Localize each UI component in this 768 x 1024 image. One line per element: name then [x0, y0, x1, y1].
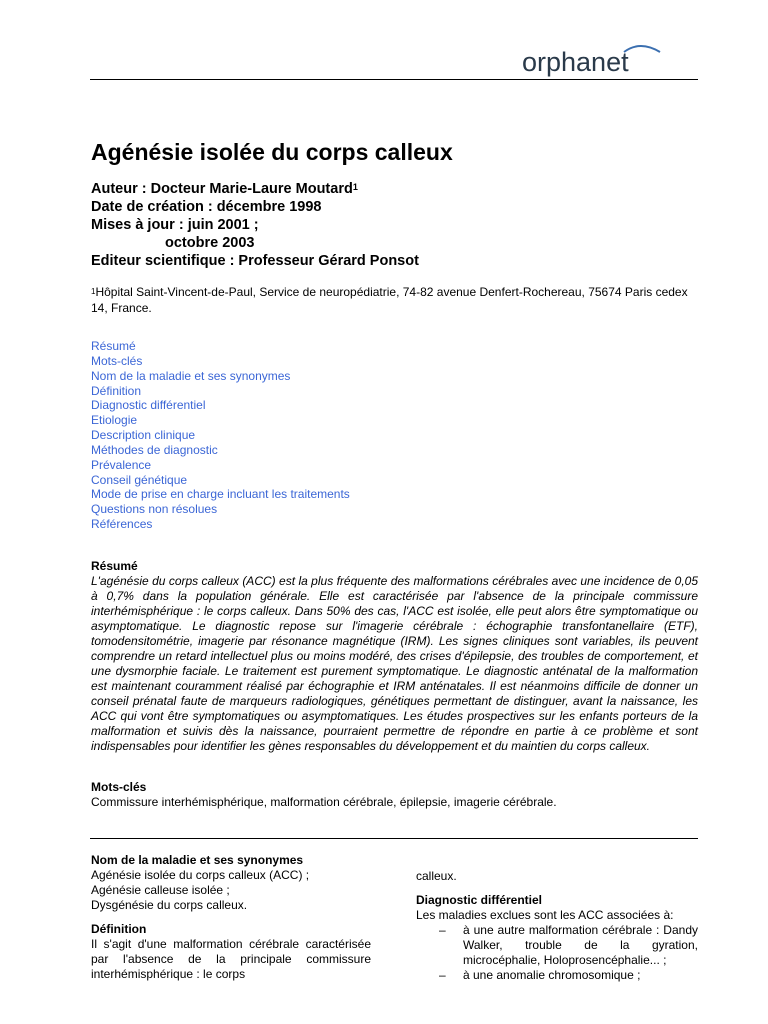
document-meta — [91, 180, 419, 270]
author: Auteur : Docteur Marie-Laure Moutard — [91, 181, 353, 197]
keywords-body: Commissure interhémisphérique, malformation cérébrale, épilepsie, imagerie cérébrale. — [91, 795, 557, 809]
document-title: Agénésie isolée du corps calleux — [91, 139, 453, 165]
creation-date: Date de création : décembre 1998 — [91, 199, 322, 215]
keywords-section — [91, 780, 698, 810]
toc-link-definition[interactable]: Définition — [91, 383, 142, 398]
toc-link-methodes-diagnostic[interactable]: Méthodes de diagnostic — [91, 442, 218, 457]
diff-intro: Les maladies exclues sont les ACC associées à: — [416, 908, 674, 922]
updates-line-1: Mises à jour : juin 2001 ; — [91, 217, 259, 233]
synonym-3: Dysgénésie du corps calleux. — [91, 898, 248, 912]
section-rule — [90, 838, 698, 839]
toc-link-conseil-genetique[interactable]: Conseil génétique — [91, 472, 188, 487]
affiliation — [91, 284, 698, 316]
editor: Editeur scientifique : Professeur Gérard Ponsot — [91, 253, 419, 269]
bullet-dash: – — [439, 968, 446, 982]
table-of-contents — [91, 339, 350, 532]
toc-link-resume[interactable]: Résumé — [91, 339, 136, 353]
orphanet-logo — [520, 42, 680, 82]
toc-link-mots-cles[interactable]: Mots-clés — [91, 353, 143, 368]
toc-link-etiologie[interactable]: Etiologie — [91, 413, 138, 428]
diff-item-2: à une anomalie chromosomique ; — [463, 968, 641, 982]
author-line — [91, 180, 419, 198]
definition-body: Il s'agit d'une malformation cérébrale caractérisée par l'absence de la principale commissure interhémisphérique : le corps — [91, 937, 371, 981]
toc-link-nom-maladie[interactable]: Nom de la maladie et ses synonymes — [91, 368, 291, 383]
list-item — [416, 923, 698, 968]
affiliation-text: Hôpital Saint-Vincent-de-Paul, Service de neuropédiatrie, 74-82 avenue Denfert-Rochereau, 75674 Paris cedex 14, France. — [91, 285, 688, 315]
resume-body: L'agénésie du corps calleux (ACC) est la plus fréquente des malformations cérébrales avec une incidence de 0,05 à 0,7% dans la population générale. Elle est caractérisée par l'absence de la principale commissure interhémisphérique : le corps calleux. Dans 50% des cas, l'ACC est isolée, elle peut alors être symptomatique ou asymptomatique. Le diagnostic repose sur l'imagerie cérébrale : échographie transfontanellaire (ETF), tomodensitométrie, imagerie par résonance magnétique (IRM). Les signes cliniques sont variables, ils peuvent comprendre un retard intellectuel plus ou moins modéré, des crises d'épilepsie, des troubles de comportement, et une dysmorphie faciale. Le traitement est purement symptomatique. Le diagnostic anténatal de la malformation est maintenant couramment réalisé par échographie et IRM anténatales. Il est néanmoins difficile de donner un conseil prénatal faute de marqueurs radiologiques, génétiques permettant de distinguer, avant la naissance, les ACC qui vont être symptomatiques ou asymptomatiques. Les études prospectives sur les enfants porteurs de la malformation et suivis dès la naissance, pourraient permettre de répondre en partie à ce problème et sont indispensables pour identifier les gènes responsables du développement et du maintien du corps calleux. — [91, 574, 698, 753]
definition-continuation: calleux. — [416, 869, 457, 883]
toc-link-references[interactable]: Références — [91, 517, 153, 532]
definition-heading: Définition — [91, 922, 147, 936]
diff-item-1: à une autre malformation cérébrale : Dandy Walker, trouble de la gyration, microcéphalie, Holoprosencéphalie... ; — [463, 923, 698, 967]
toc-link-prise-en-charge[interactable]: Mode de prise en charge incluant les traitements — [91, 487, 350, 502]
updates-line-2: octobre 2003 — [165, 235, 255, 251]
resume-heading: Résumé — [91, 559, 138, 573]
right-column — [416, 869, 698, 983]
name-heading: Nom de la maladie et ses synonymes — [91, 853, 304, 867]
toc-link-diagnostic-differentiel[interactable]: Diagnostic différentiel — [91, 398, 206, 413]
left-column — [91, 853, 371, 982]
resume-section — [91, 559, 698, 754]
synonym-2: Agénésie calleuse isolée ; — [91, 883, 230, 897]
bullet-dash: – — [439, 923, 446, 937]
logo-arc — [624, 46, 660, 52]
keywords-heading: Mots-clés — [91, 780, 147, 794]
orphanet-logo-mark — [520, 42, 680, 82]
toc-link-description-clinique[interactable]: Description clinique — [91, 428, 196, 443]
header-rule — [90, 79, 698, 80]
toc-link-questions[interactable]: Questions non résolues — [91, 502, 218, 517]
list-item — [416, 968, 698, 983]
diff-list — [416, 923, 698, 983]
affiliation-footnote-mark: 1 — [91, 287, 96, 296]
synonym-1: Agénésie isolée du corps calleux (ACC) ; — [91, 868, 310, 882]
logo-wordmark: orphanet — [522, 47, 629, 77]
toc-link-prevalence[interactable]: Prévalence — [91, 457, 152, 472]
diff-heading: Diagnostic différentiel — [416, 893, 543, 907]
author-footnote-mark: 1 — [352, 182, 358, 192]
